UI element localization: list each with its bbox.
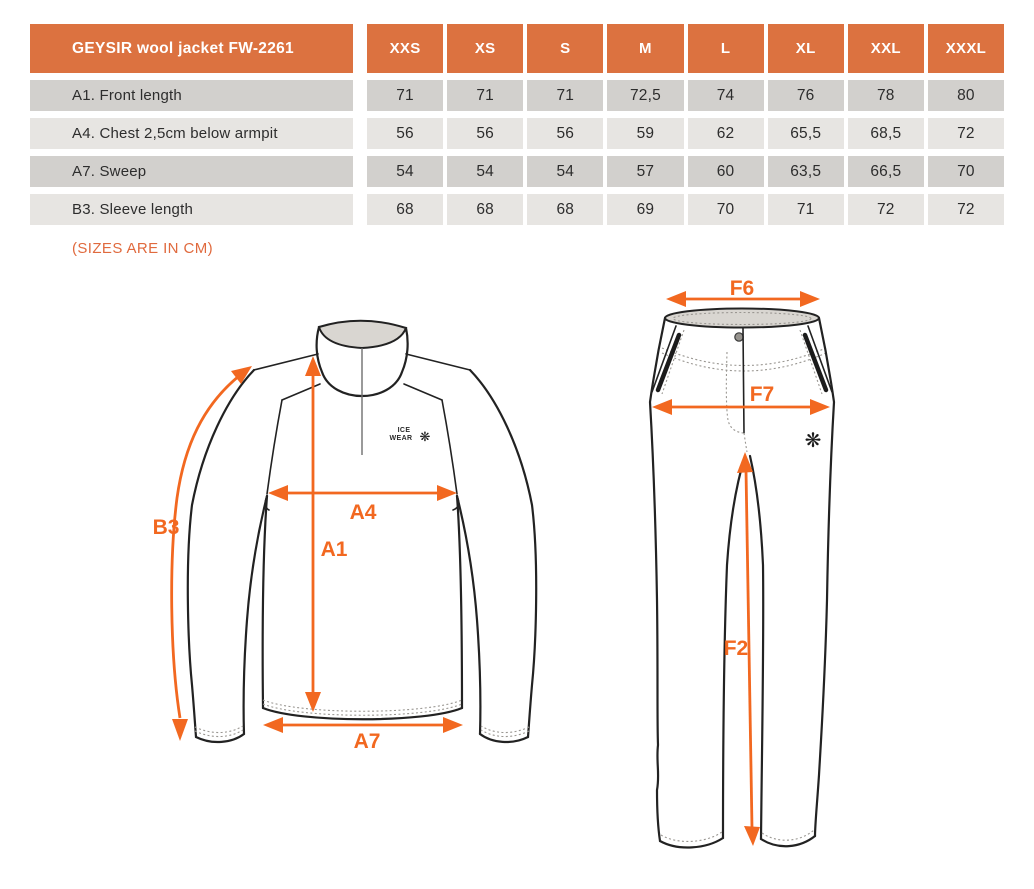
measurement-cell: 60 [688,156,764,187]
measurement-cell: 57 [607,156,683,187]
pants-drawing [650,277,834,847]
a4-measurement-arrow [268,485,457,524]
left-cuff [196,734,244,742]
size-header-xl: XL [768,24,844,73]
waist-button [735,333,743,341]
a4-label: A4 [349,501,377,524]
right-raglan-seam [442,400,457,494]
measurement-cell: 54 [447,156,523,187]
row-label-sweep: A7. Sweep [30,156,353,187]
measurement-cell: 71 [527,80,603,111]
measurement-cell: 72 [928,194,1004,225]
f7-measurement-arrow [652,383,830,415]
size-header-xxl: XXL [848,24,924,73]
f7-label: F7 [749,383,775,406]
right-shoulder-seam [406,354,470,370]
f6-label: F6 [729,277,755,300]
f2-label: F2 [723,637,749,660]
a1-measurement-arrow [305,356,348,712]
size-header-xxxl: XXXL [928,24,1004,73]
sizes-in-cm-note: (SIZES ARE IN CM) [72,240,213,257]
body-right-edge [457,496,462,708]
f2-measurement-arrow [724,452,760,846]
measurement-cell: 72,5 [607,80,683,111]
left-leg-hem-stitching [661,832,722,841]
measurement-cell: 63,5 [768,156,844,187]
hem-edge [263,708,462,719]
a1-label: A1 [320,538,348,561]
left-cuff-stitching [195,730,243,737]
left-raglan-seam [267,400,282,494]
right-leg-hem [761,836,815,846]
a7-label: A7 [353,730,381,753]
size-header-xxs: XXS [367,24,443,73]
snowflake-logo-icon: ❋ [804,428,822,452]
b3-measurement-arrow [153,366,252,741]
right-leg-outer-edge [815,318,834,836]
right-cuff-stitching [481,726,529,733]
measurement-cell: 56 [527,118,603,149]
size-header-xs: XS [447,24,523,73]
left-leg-outer-edge [650,318,665,841]
center-front-seam [743,328,744,433]
measurement-cell: 72 [928,118,1004,149]
measurement-cell: 74 [688,80,764,111]
row-label-front-length: A1. Front length [30,80,353,111]
f6-measurement-arrow [666,277,820,307]
measurement-cell: 70 [928,156,1004,187]
measurement-cell: 72 [848,194,924,225]
b3-label: B3 [152,516,180,539]
right-cuff [480,734,528,742]
measurement-cell: 78 [848,80,924,111]
size-header-s: S [527,24,603,73]
left-leg-hem [660,838,723,847]
right-cuff-stitching [481,730,529,737]
measurement-cell: 56 [367,118,443,149]
row-label-chest: A4. Chest 2,5cm below armpit [30,118,353,149]
size-header-l: L [688,24,764,73]
measurement-cell: 62 [688,118,764,149]
measurement-cell: 71 [367,80,443,111]
measurement-cell: 59 [607,118,683,149]
measurement-cell: 68 [447,194,523,225]
measurement-cell: 68,5 [848,118,924,149]
measurement-cell: 71 [768,194,844,225]
measurement-cell: 66,5 [848,156,924,187]
size-header-m: M [607,24,683,73]
left-cuff-stitching [195,726,243,733]
body-left-edge [263,496,267,708]
row-label-sleeve-length: B3. Sleeve length [30,194,353,225]
snowflake-icon: ❋ [419,430,431,445]
hem-stitching [263,700,462,711]
measurement-cell: 68 [367,194,443,225]
logo-text-ice: ICE [397,427,411,434]
measurement-cell: 80 [928,80,1004,111]
waistband-inside [665,309,819,328]
measurement-cell: 68 [527,194,603,225]
a7-measurement-arrow [263,717,463,753]
crotch-seam-stitching [744,433,747,452]
logo-text-wear: WEAR [389,435,413,442]
icewear-logo [390,427,431,445]
hem-stitching [263,704,462,715]
right-leg-hem-stitching [762,830,814,840]
measurement-cell: 54 [527,156,603,187]
measurement-cell: 69 [607,194,683,225]
collar-inside [319,321,406,348]
measurement-cell: 54 [367,156,443,187]
jacket-drawing [153,321,537,753]
measurement-cell: 65,5 [768,118,844,149]
right-shoulder-panel-seam [404,384,442,400]
fly-stitching [726,352,743,433]
measurement-cell: 70 [688,194,764,225]
table-title-header: GEYSIR wool jacket FW-2261 [30,24,353,73]
measurement-cell: 71 [447,80,523,111]
measurement-cell: 56 [447,118,523,149]
measurement-cell: 76 [768,80,844,111]
